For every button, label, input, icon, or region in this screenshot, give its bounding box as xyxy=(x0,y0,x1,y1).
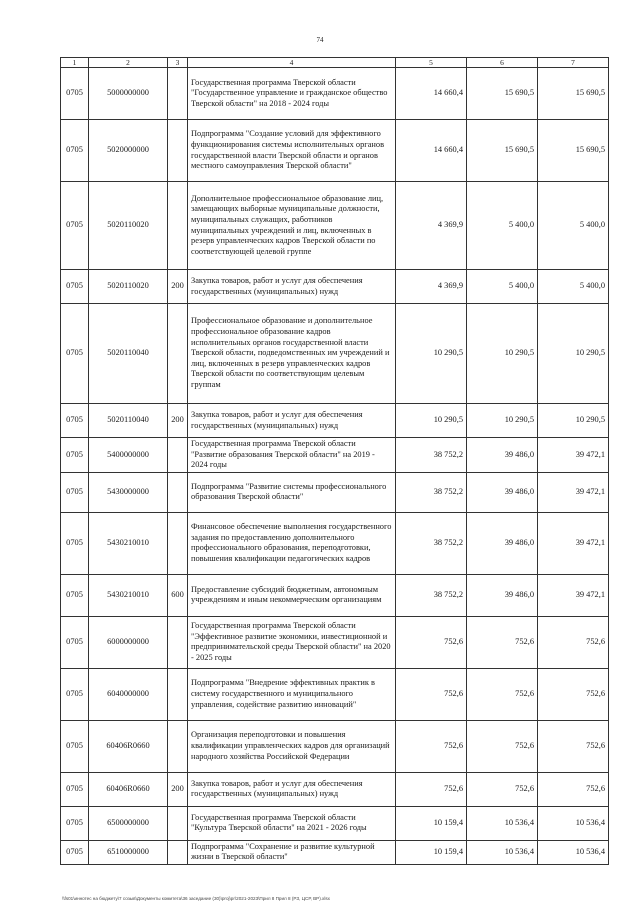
row-section-code: 0705 xyxy=(61,120,89,182)
row-target-article-code: 6500000000 xyxy=(89,806,168,840)
row-amount-year2: 10 290,5 xyxy=(467,404,538,438)
row-expense-type-code xyxy=(168,304,188,404)
row-amount-year2: 752,6 xyxy=(467,616,538,668)
table-row xyxy=(61,472,609,512)
row-section-code: 0705 xyxy=(61,806,89,840)
row-amount-year1: 4 369,9 xyxy=(396,270,467,304)
row-amount-year3: 15 690,5 xyxy=(538,120,609,182)
row-amount-year3: 752,6 xyxy=(538,720,609,772)
table-row xyxy=(61,806,609,840)
row-amount-year2: 10 290,5 xyxy=(467,304,538,404)
row-amount-year3: 39 472,1 xyxy=(538,512,609,574)
row-amount-year1: 14 660,4 xyxy=(396,120,467,182)
header-cell: 5 xyxy=(396,58,467,68)
row-section-code: 0705 xyxy=(61,182,89,270)
row-amount-year3: 10 536,4 xyxy=(538,806,609,840)
row-section-code: 0705 xyxy=(61,438,89,473)
row-amount-year2: 15 690,5 xyxy=(467,68,538,120)
row-target-article-code: 60406R0660 xyxy=(89,720,168,772)
header-cell: 3 xyxy=(168,58,188,68)
row-item-name: Подпрограмма "Сохранение и развитие культурной жизни в Тверской области" xyxy=(188,840,396,864)
row-amount-year3: 752,6 xyxy=(538,616,609,668)
header-cell: 1 xyxy=(61,58,89,68)
row-amount-year1: 752,6 xyxy=(396,616,467,668)
row-amount-year1: 38 752,2 xyxy=(396,472,467,512)
page-number: 74 xyxy=(316,36,324,44)
row-amount-year2: 15 690,5 xyxy=(467,120,538,182)
row-expense-type-code xyxy=(168,182,188,270)
row-amount-year3: 10 536,4 xyxy=(538,840,609,864)
row-section-code: 0705 xyxy=(61,616,89,668)
row-target-article-code: 60406R0660 xyxy=(89,772,168,806)
row-section-code: 0705 xyxy=(61,668,89,720)
row-item-name: Закупка товаров, работ и услуг для обеспечения государственных (муниципальных) нужд xyxy=(188,404,396,438)
table-row xyxy=(61,512,609,574)
row-amount-year3: 39 472,1 xyxy=(538,472,609,512)
header-cell: 2 xyxy=(89,58,168,68)
row-target-article-code: 5020110040 xyxy=(89,404,168,438)
row-amount-year1: 10 159,4 xyxy=(396,840,467,864)
row-target-article-code: 5020110020 xyxy=(89,182,168,270)
row-amount-year1: 14 660,4 xyxy=(396,68,467,120)
table-row xyxy=(61,270,609,304)
file-path-footer: \\fs01\иннотес на бюджету\7 созыв\Документы комитета\36 заседание (30)\proj\pr\2021-2023\Прил 8 Прил 8 (РЗ, ЦСР, ВР).xlsx xyxy=(62,896,330,901)
row-amount-year1: 10 159,4 xyxy=(396,806,467,840)
row-target-article-code: 6000000000 xyxy=(89,616,168,668)
row-section-code: 0705 xyxy=(61,404,89,438)
budget-table xyxy=(60,57,609,865)
row-expense-type-code: 200 xyxy=(168,270,188,304)
row-amount-year3: 10 290,5 xyxy=(538,304,609,404)
row-expense-type-code xyxy=(168,668,188,720)
table-row xyxy=(61,840,609,864)
row-amount-year2: 39 486,0 xyxy=(467,472,538,512)
row-target-article-code: 5000000000 xyxy=(89,68,168,120)
row-section-code: 0705 xyxy=(61,68,89,120)
row-amount-year1: 4 369,9 xyxy=(396,182,467,270)
table-row xyxy=(61,574,609,616)
row-amount-year2: 10 536,4 xyxy=(467,840,538,864)
row-item-name: Закупка товаров, работ и услуг для обеспечения государственных (муниципальных) нужд xyxy=(188,772,396,806)
row-amount-year2: 5 400,0 xyxy=(467,270,538,304)
row-expense-type-code: 600 xyxy=(168,574,188,616)
row-expense-type-code xyxy=(168,616,188,668)
row-expense-type-code xyxy=(168,472,188,512)
row-amount-year1: 10 290,5 xyxy=(396,404,467,438)
header-cell: 7 xyxy=(538,58,609,68)
row-amount-year2: 752,6 xyxy=(467,772,538,806)
row-amount-year3: 39 472,1 xyxy=(538,438,609,473)
row-amount-year3: 5 400,0 xyxy=(538,270,609,304)
row-amount-year3: 752,6 xyxy=(538,668,609,720)
row-expense-type-code xyxy=(168,68,188,120)
row-item-name: Подпрограмма "Развитие системы профессионального образования Тверской области" xyxy=(188,472,396,512)
row-amount-year2: 752,6 xyxy=(467,668,538,720)
row-amount-year2: 10 536,4 xyxy=(467,806,538,840)
row-expense-type-code xyxy=(168,438,188,473)
row-section-code: 0705 xyxy=(61,304,89,404)
row-item-name: Подпрограмма "Создание условий для эффективного функционирования системы исполнительных органов государственной власти Тверской области и органов местного самоуправления Тверской области" xyxy=(188,120,396,182)
row-section-code: 0705 xyxy=(61,840,89,864)
row-target-article-code: 6510000000 xyxy=(89,840,168,864)
row-item-name: Предоставление субсидий бюджетным, автономным учреждениям и иным некоммерческим организациям xyxy=(188,574,396,616)
row-target-article-code: 5430000000 xyxy=(89,472,168,512)
table-row xyxy=(61,68,609,120)
row-target-article-code: 5430210010 xyxy=(89,574,168,616)
row-item-name: Государственная программа Тверской области "Развитие образования Тверской области" на 2019 - 2024 годы xyxy=(188,438,396,473)
row-expense-type-code xyxy=(168,806,188,840)
row-expense-type-code xyxy=(168,720,188,772)
row-amount-year2: 39 486,0 xyxy=(467,438,538,473)
row-amount-year3: 10 290,5 xyxy=(538,404,609,438)
row-amount-year1: 752,6 xyxy=(396,772,467,806)
table-row xyxy=(61,438,609,473)
table-row xyxy=(61,668,609,720)
row-item-name: Дополнительное профессиональное образование лиц, замещающих выборные муниципальные должности, муниципальных служащих, работников муниципальных учреждений и лиц, включенных в резерв управленческих кадров Тверской области по соответствующей целевой группе xyxy=(188,182,396,270)
row-amount-year1: 38 752,2 xyxy=(396,438,467,473)
row-section-code: 0705 xyxy=(61,720,89,772)
row-target-article-code: 6040000000 xyxy=(89,668,168,720)
row-item-name: Организация переподготовки и повышения квалификации управленческих кадров для организаций народного хозяйства Российской Федерации xyxy=(188,720,396,772)
row-expense-type-code: 200 xyxy=(168,404,188,438)
table-row xyxy=(61,182,609,270)
table-row xyxy=(61,120,609,182)
row-item-name: Государственная программа Тверской области "Эффективное развитие экономики, инвестиционной и предпринимательской среды Тверской области" на 2020 - 2025 годы xyxy=(188,616,396,668)
row-expense-type-code xyxy=(168,840,188,864)
header-row xyxy=(61,58,609,68)
row-amount-year1: 38 752,2 xyxy=(396,512,467,574)
header-cell: 4 xyxy=(188,58,396,68)
row-amount-year1: 10 290,5 xyxy=(396,304,467,404)
row-amount-year2: 5 400,0 xyxy=(467,182,538,270)
table-row xyxy=(61,616,609,668)
row-section-code: 0705 xyxy=(61,574,89,616)
row-expense-type-code xyxy=(168,512,188,574)
row-item-name: Подпрограмма "Внедрение эффективных практик в систему государственного и муниципального управления, содействие развитию инноваций" xyxy=(188,668,396,720)
row-item-name: Государственная программа Тверской области "Культура Тверской области" на 2021 - 2026 годы xyxy=(188,806,396,840)
row-section-code: 0705 xyxy=(61,512,89,574)
row-item-name: Закупка товаров, работ и услуг для обеспечения государственных (муниципальных) нужд xyxy=(188,270,396,304)
row-target-article-code: 5020110020 xyxy=(89,270,168,304)
row-target-article-code: 5430210010 xyxy=(89,512,168,574)
row-amount-year3: 15 690,5 xyxy=(538,68,609,120)
header-cell: 6 xyxy=(467,58,538,68)
row-expense-type-code xyxy=(168,120,188,182)
table-row xyxy=(61,720,609,772)
row-item-name: Профессиональное образование и дополнительное профессиональное образование кадров исполнительных органов государственной власти Тверской области, подведомственных им учреждений и лиц, включенных в резерв управленческих кадров Тверской области по соответствующим целевым группам xyxy=(188,304,396,404)
row-amount-year3: 752,6 xyxy=(538,772,609,806)
row-item-name: Финансовое обеспечение выполнения государственного задания по предоставлению дополнительного профессионального образования, переподготовки, повышения квалификации педагогических кадров xyxy=(188,512,396,574)
row-amount-year1: 752,6 xyxy=(396,668,467,720)
row-item-name: Государственная программа Тверской области "Государственное управление и гражданское общество Тверской области" на 2018 - 2024 годы xyxy=(188,68,396,120)
row-target-article-code: 5400000000 xyxy=(89,438,168,473)
row-section-code: 0705 xyxy=(61,772,89,806)
table-row xyxy=(61,404,609,438)
row-expense-type-code: 200 xyxy=(168,772,188,806)
row-amount-year3: 39 472,1 xyxy=(538,574,609,616)
row-amount-year2: 752,6 xyxy=(467,720,538,772)
row-section-code: 0705 xyxy=(61,270,89,304)
row-amount-year1: 752,6 xyxy=(396,720,467,772)
row-target-article-code: 5020110040 xyxy=(89,304,168,404)
row-section-code: 0705 xyxy=(61,472,89,512)
row-amount-year3: 5 400,0 xyxy=(538,182,609,270)
row-target-article-code: 5020000000 xyxy=(89,120,168,182)
row-amount-year2: 39 486,0 xyxy=(467,574,538,616)
row-amount-year2: 39 486,0 xyxy=(467,512,538,574)
table-row xyxy=(61,304,609,404)
table-row xyxy=(61,772,609,806)
row-amount-year1: 38 752,2 xyxy=(396,574,467,616)
